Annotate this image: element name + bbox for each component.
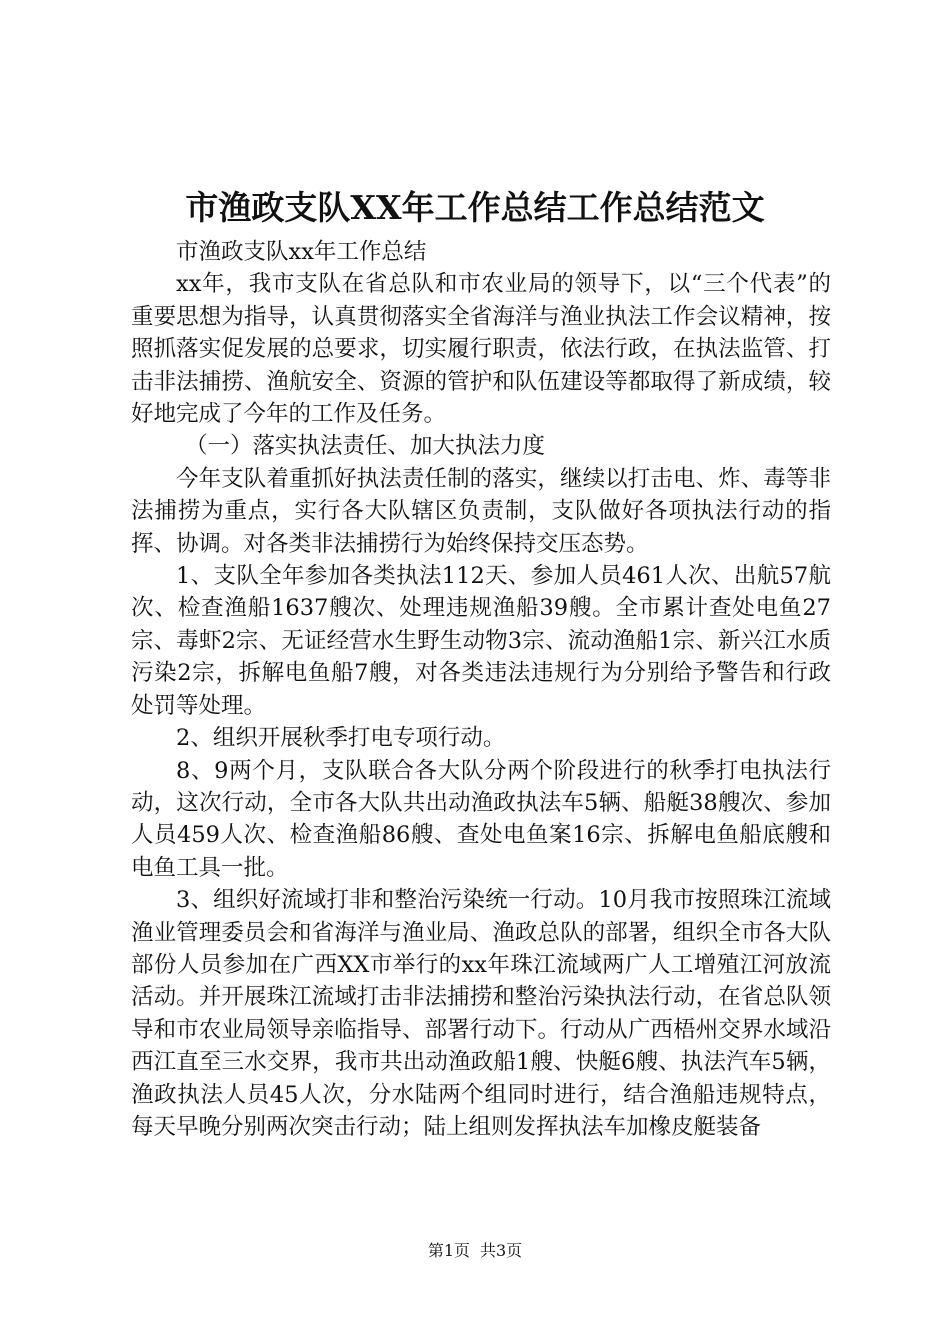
body-paragraph: 2、组织开展秋季打电专项行动。 (176, 725, 506, 752)
body-paragraph: 8、9两个月，支队联合各大队分两个阶段进行的秋季打电执法行动，这次行动，全市各大队共出动渔政执法车5辆、船艇38艘次、参加人员459人次、检查渔船86艘、查处电鱼案16宗、拆解电鱼船底艘和电鱼工具一批。 (131, 757, 831, 881)
body-paragraph: 1、支队全年参加各类执法112天、参加人员461人次、出航57航次、检查渔船1637艘次、处理违规渔船39艘。全市累计查处电鱼27宗、毒虾2宗、无证经营水生野生动物3宗、流动渔船1宗、新兴江水质污染2宗，拆解电鱼船7艘，对各类违法违规行为分别给予警告和行政处罚等处理。 (131, 563, 831, 719)
body-paragraph: 3、组织好流域打非和整治污染统一行动。10月我市按照珠江流域渔业管理委员会和省海洋与渔业局、渔政总队的部署，组织全市各大队部份人员参加在广西XX市举行的xx年珠江流域两广人工增殖江河放流活动。并开展珠江流域打击非法捕捞和整治污染执法行动，在省总队领导和市农业局领导亲临指导、部署行动下。行动从广西梧州交界水域沿西江直至三水交界，我市共出动渔政船1艘、快艇6艘、执法汽车5辆，渔政执法人员45人次，分水陆两个组同时进行，结合渔船违规特点，每天早晚分别两次突击行动；陆上组则发挥执法车加橡皮艇装备 (131, 887, 831, 1140)
body-paragraph: 今年支队着重抓好执法责任制的落实，继续以打击电、炸、毒等非法捕捞为重点，实行各大队辖区负责制，支队做好各项执法行动的指挥、协调。对各类非法捕捞行为始终保持交压态势。 (131, 465, 831, 557)
intro-paragraph: xx年，我市支队在省总队和市农业局的领导下，以“三个代表”的重要思想为指导，认真贯彻落实全省海洋与渔业执法工作会议精神，按照抓落实促发展的总要求，切实履行职责，依法行政，在执法监管、打击非法捕捞、渔航安全、资源的管护和队伍建设等都取得了新成绩，较好地完成了今年的工作及任务。 (131, 271, 831, 428)
page-number: 第1页 (427, 1241, 470, 1260)
subtitle-paragraph: 市渔政支队xx年工作总结 (176, 239, 427, 265)
page-total: 共3页 (480, 1241, 523, 1260)
document-body (131, 236, 831, 1143)
document-title: 市渔政支队XX年工作总结工作总结范文 (185, 188, 765, 227)
page-footer (0, 1240, 950, 1262)
section-heading: （一）落实执法责任、加大执法力度 (185, 433, 546, 460)
